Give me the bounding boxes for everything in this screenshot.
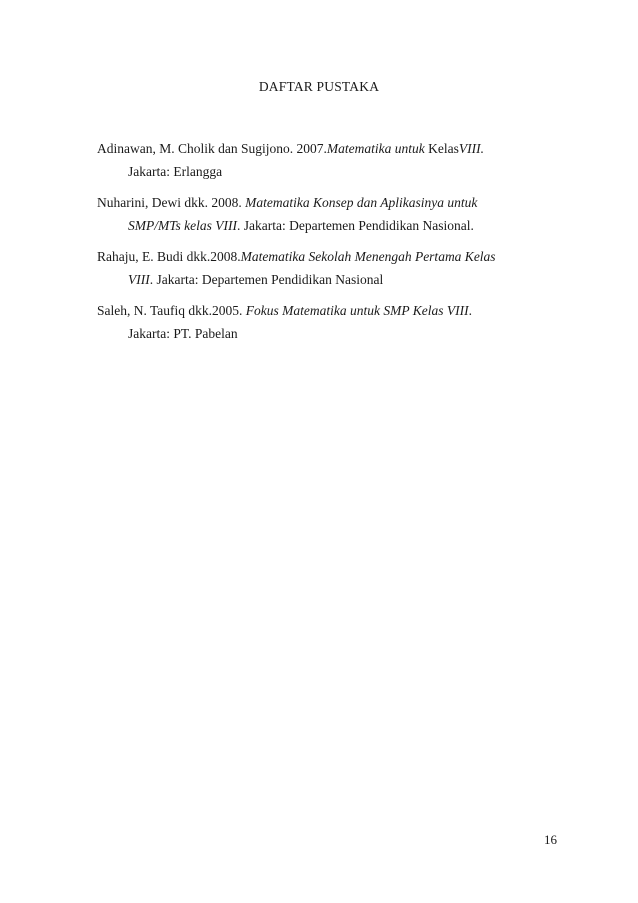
reference-title: VIII. — [458, 141, 484, 156]
reference-line — [97, 245, 557, 268]
reference-item — [97, 245, 557, 291]
reference-publisher: . Jakarta: Departemen Pendidikan Nasional — [149, 272, 384, 287]
reference-list — [97, 137, 557, 353]
reference-title: VIII — [128, 272, 150, 287]
page-title: DAFTAR PUSTAKA — [258, 79, 380, 94]
reference-title: SMP/MTs kelas VIII — [128, 218, 237, 233]
reference-line — [97, 214, 557, 237]
reference-title: Matematika Sekolah Menengah Pertama Kelas — [240, 249, 496, 264]
reference-author-year: Saleh, N. Taufiq dkk.2005. — [97, 303, 246, 318]
reference-publisher: Jakarta: Erlangga — [128, 164, 223, 179]
reference-author-year: Adinawan, M. Cholik dan Sugijono. 2007. — [97, 141, 327, 156]
reference-publisher: . Jakarta: Departemen Pendidikan Nasional. — [236, 218, 474, 233]
reference-title: Matematika untuk — [326, 141, 425, 156]
reference-line — [97, 137, 557, 160]
reference-line — [97, 322, 557, 345]
reference-author-year: Rahaju, E. Budi dkk.2008. — [97, 249, 241, 264]
reference-line — [97, 160, 557, 183]
reference-author-year: Nuharini, Dewi dkk. 2008. — [97, 195, 246, 210]
reference-publisher: Jakarta: PT. Pabelan — [128, 326, 238, 341]
page-number: 16 — [544, 832, 557, 847]
reference-text: . — [468, 303, 472, 318]
reference-item — [97, 299, 557, 345]
reference-line — [97, 268, 557, 291]
reference-title: Fokus Matematika untuk SMP Kelas VIII — [245, 303, 469, 318]
reference-title: Matematika Konsep dan Aplikasinya untuk — [245, 195, 478, 210]
reference-text: Kelas — [424, 141, 459, 156]
reference-item — [97, 137, 557, 183]
reference-item — [97, 191, 557, 237]
reference-line — [97, 299, 557, 322]
reference-line — [97, 191, 557, 214]
